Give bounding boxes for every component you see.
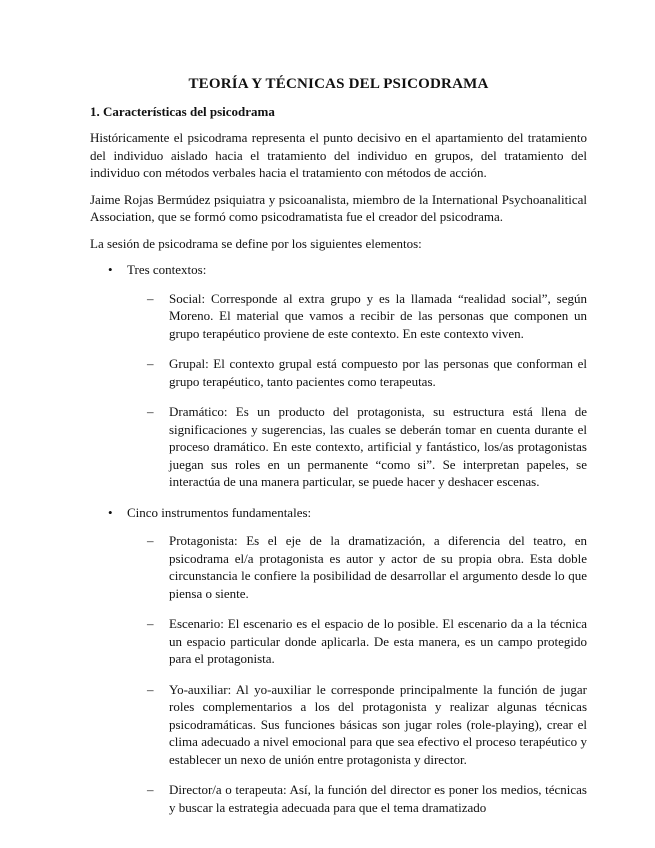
dash-icon: – [147,404,154,419]
paragraph-history: Históricamente el psicodrama representa el punto decisivo en el apartamiento del tratamiento del individuo aislado hacia el tratamiento del individuo en grupos, del tratamiento del individuo con métodos verbales hacia el tratamiento con métodos de acción. [90,130,587,180]
dash-icon: – [147,782,154,797]
bullet-icon: • [108,262,113,277]
dash-icon: – [147,616,154,631]
context-grupal [127,355,587,390]
instrument-yo-auxiliar-text: Yo-auxiliar: Al yo-auxiliar le corresponde principalmente la función de jugar roles complementarios a los del protagonista y realizar algunas técnicas psicodramáticas. Sus funciones básicas son jugar roles (role-playing), crear el clima adecuado a nivel emocional para que sea efectivo el proceso terapéutico y establecer un nexo de unión entre protagonista y director. [169,681,587,767]
paragraph-session-intro: La sesión de psicodrama se define por los siguientes elementos: [90,235,422,251]
context-dramatico-text: Dramático: Es un producto del protagonista, su estructura está llena de significaciones y sugerencias, las cuales se deberán tomar en cuenta durante el proceso dramático. En este contexto, artificial y fantástico, los/as protagonistas juegan sus roles en un permanente “como si”. Se interpretan papeles, se interactúa de una manera particular, se puede hacer y deshacer escenas. [169,404,587,489]
paragraph-creator: Jaime Rojas Bermúdez psiquiatra y psicoanalista, miembro de la International Psychoanalitical Association, que se formó como psicodramatista fue el creador del psicodrama. [90,191,587,224]
document-title: TEORÍA Y TÉCNICAS DEL PSICODRAMA [188,76,489,92]
section-heading: 1. Características del psicodrama [90,104,275,119]
instrument-yo-auxiliar [127,681,587,769]
instruments-sublist [127,532,587,816]
dash-icon: – [147,356,154,371]
dash-icon: – [147,533,154,548]
context-grupal-text: Grupal: El contexto grupal está compuesto por las personas que conforman el grupo terapéutico, tanto pacientes como terapeutas. [169,356,587,389]
context-social-text: Social: Corresponde al extra grupo y es la llamada “realidad social”, según Moreno. El material que vamos a recibir de las personas que componen un grupo terapéutico proviene de este contexto. En este contexto viven. [169,290,587,341]
contexts-sublist [127,290,587,491]
instrument-escenario [127,615,587,668]
context-social [127,290,587,343]
dash-icon: – [147,290,154,306]
instrument-escenario-text: Escenario: El escenario es el espacio de lo posible. El escenario da a la técnica un espacio particular donde aplicarla. De esta manera, es un campo protegido para el protagonista. [169,616,587,666]
bullet-icon: • [108,504,113,520]
instrument-director-text: Director/a o terapeuta: Así, la función del director es poner los medios, técnicas y buscar la estrategia adecuada para que el tema dramatizado [169,782,587,815]
dash-icon: – [147,681,154,697]
instrument-protagonista-text: Protagonista: Es el eje de la dramatización, a diferencia del teatro, en psicodrama el/a protagonista es autor y actor de su propia obra. Esta doble circunstancia le confiere la posibilidad de desarrollar el argumento desde lo que piensa o siente. [169,533,587,601]
instruments-label: Cinco instrumentos fundamentales: [127,504,312,520]
contexts-label: Tres contextos: [127,262,207,277]
instrument-director [127,781,587,816]
instrument-protagonista [127,532,587,602]
list-item-contexts [90,261,587,491]
elements-list [90,261,587,816]
list-item-instruments [90,504,587,817]
context-dramatico [127,403,587,491]
